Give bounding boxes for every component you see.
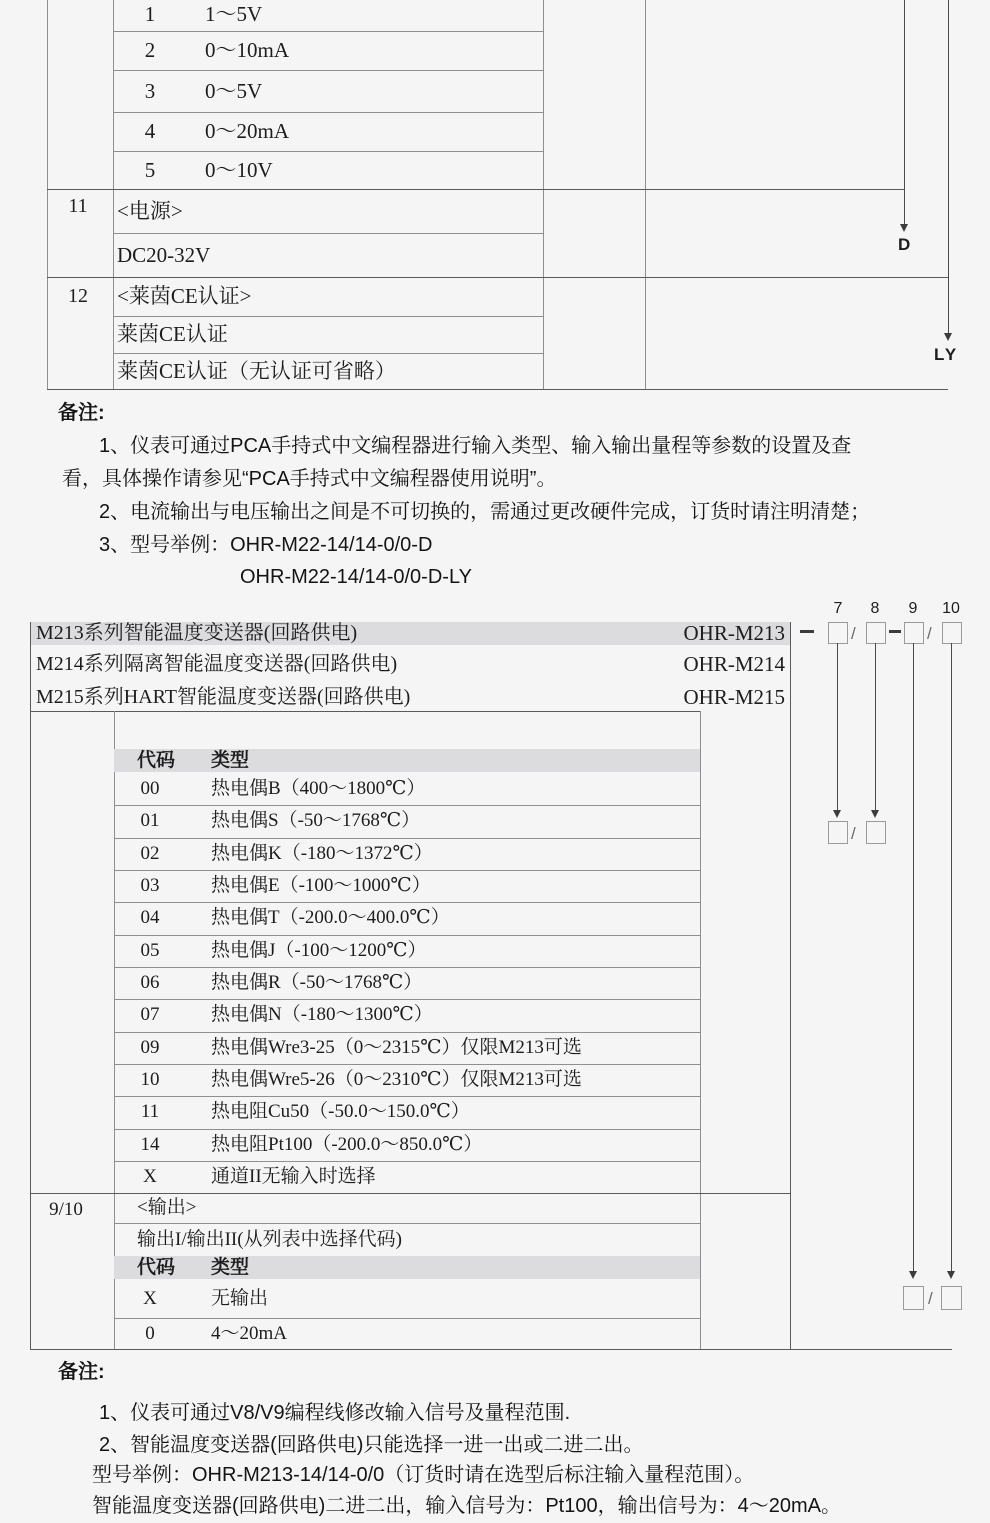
input-type: 热电偶S（-50～1768℃） bbox=[211, 810, 421, 831]
input-code: 06 bbox=[140, 972, 160, 993]
input-code-box-8 bbox=[866, 821, 886, 844]
block-border bbox=[30, 711, 700, 712]
note-line: 1、仪表可通过V8/V9编程线修改输入信号及量程范围. bbox=[99, 1402, 571, 1424]
row-separator bbox=[113, 112, 543, 113]
arrow-down-icon bbox=[909, 1271, 917, 1279]
input-code: 03 bbox=[140, 875, 160, 896]
input-code: 07 bbox=[140, 1004, 160, 1025]
product-code: OHR-M214 bbox=[683, 652, 785, 676]
input-code: 11 bbox=[140, 1101, 160, 1122]
input-code: 09 bbox=[140, 1037, 160, 1058]
option-code: 3 bbox=[144, 79, 156, 103]
column-header-bar bbox=[114, 749, 700, 772]
input-type: 热电偶Wre5-26（0～2310℃）仅限M213可选 bbox=[211, 1069, 582, 1090]
input-code: 04 bbox=[140, 907, 160, 928]
arrow-down-icon bbox=[947, 1271, 955, 1279]
note-line: 看，具体操作请参见“PCA手持式中文编程器使用说明”。 bbox=[62, 468, 557, 490]
option-label: 0～20mA bbox=[205, 119, 289, 143]
output-code-box-10 bbox=[941, 1286, 962, 1310]
column-header-type: 类型 bbox=[211, 750, 250, 771]
row-number: 12 bbox=[68, 285, 88, 307]
arrow-down-icon bbox=[944, 333, 952, 341]
dash-icon bbox=[889, 630, 901, 633]
table-border bbox=[30, 622, 31, 1349]
product-name: M213系列智能温度变送器(回路供电) bbox=[36, 622, 358, 644]
note-line: 2、智能温度变送器(回路供电)只能选择一进一出或二进二出。 bbox=[99, 1434, 644, 1456]
product-code: OHR-M215 bbox=[683, 685, 785, 709]
dash-icon bbox=[800, 630, 814, 633]
product-code: OHR-M213 bbox=[683, 621, 785, 645]
slash-icon: / bbox=[851, 824, 856, 843]
table-border bbox=[645, 0, 646, 390]
slash-icon: / bbox=[851, 624, 856, 643]
option-code: 5 bbox=[144, 158, 156, 182]
leader-line-7 bbox=[837, 643, 838, 811]
column-divider bbox=[700, 711, 701, 1349]
input-code: 14 bbox=[140, 1134, 160, 1155]
option-label: 0～5V bbox=[205, 79, 263, 103]
output-type: 4～20mA bbox=[211, 1323, 288, 1344]
table-border bbox=[47, 0, 48, 390]
code-box-7 bbox=[828, 622, 848, 644]
row-separator bbox=[113, 151, 543, 152]
power-header: <电源> bbox=[117, 199, 183, 223]
leader-line-10 bbox=[951, 643, 952, 1272]
input-code: 05 bbox=[140, 940, 160, 961]
note-line: OHR-M22-14/14-0/0-D-LY bbox=[240, 566, 472, 588]
power-value: DC20-32V bbox=[117, 243, 211, 267]
row-separator bbox=[114, 1318, 700, 1319]
row-separator bbox=[113, 31, 543, 32]
code-label-ly: LY bbox=[934, 345, 959, 364]
input-code: X bbox=[143, 1166, 157, 1187]
note-line: 型号举例：OHR-M213-14/14-0/0（订货时请在选型后标注输入量程范围）。 bbox=[92, 1464, 755, 1486]
note-line: 3、型号举例：OHR-M22-14/14-0/0-D bbox=[99, 534, 433, 556]
input-code: 02 bbox=[140, 843, 160, 864]
column-header-type: 类型 bbox=[211, 1257, 250, 1278]
column-header-code: 代码 bbox=[137, 750, 176, 771]
input-code: 10 bbox=[140, 1069, 160, 1090]
arrow-down-icon bbox=[900, 224, 908, 232]
leader-line-d bbox=[904, 0, 905, 225]
code-label-d: D bbox=[898, 235, 911, 254]
product-name: M215系列HART智能温度变送器(回路供电) bbox=[36, 686, 411, 708]
input-type: 热电偶T（-200.0～400.0℃） bbox=[211, 907, 450, 928]
table-border bbox=[790, 622, 791, 1349]
output-type: 无输出 bbox=[211, 1288, 269, 1309]
notes-title: 备注: bbox=[58, 402, 105, 424]
note-line: 智能温度变送器(回路供电)二进二出，输入信号为：Pt100，输出信号为：4～20mA。 bbox=[92, 1495, 841, 1517]
option-code: 2 bbox=[144, 38, 156, 62]
option-label: 0～10mA bbox=[205, 38, 289, 62]
output-code-box-9 bbox=[903, 1286, 924, 1310]
ce-option-2: 莱茵CE认证（无认证可省略） bbox=[117, 359, 396, 383]
table-bottom-border bbox=[47, 389, 948, 390]
input-type: 热电偶Wre3-25（0～2315℃）仅限M213可选 bbox=[211, 1037, 582, 1058]
leader-line-8 bbox=[875, 643, 876, 811]
arrow-down-icon bbox=[871, 810, 879, 818]
input-code: 01 bbox=[140, 810, 160, 831]
input-type: 通道II无输入时选择 bbox=[211, 1166, 376, 1187]
input-type: 热电偶E（-100～1000℃） bbox=[211, 875, 431, 896]
slash-icon: / bbox=[927, 624, 932, 643]
input-type: 热电偶K（-180～1372℃） bbox=[211, 843, 433, 864]
code-box-8 bbox=[866, 622, 886, 644]
code-box-9 bbox=[904, 622, 924, 644]
input-type: 热电偶N（-180～1300℃） bbox=[211, 1004, 433, 1025]
table-bottom-border bbox=[30, 1349, 952, 1350]
notes-title: 备注: bbox=[58, 1361, 105, 1383]
input-type: 热电阻Pt100（-200.0～850.0℃） bbox=[211, 1134, 483, 1155]
output-header: <输出> bbox=[137, 1197, 197, 1218]
column-header-bar bbox=[114, 1256, 700, 1279]
leader-line-9 bbox=[913, 643, 914, 1272]
column-divider bbox=[114, 711, 115, 1349]
table-border bbox=[543, 0, 544, 390]
input-code: 00 bbox=[140, 778, 160, 799]
output-code: X bbox=[143, 1288, 157, 1309]
digit-label-9: 9 bbox=[908, 600, 918, 617]
option-code: 4 bbox=[144, 119, 156, 143]
output-subheader: 输出I/输出II(从列表中选择代码) bbox=[137, 1229, 402, 1250]
arrow-down-icon bbox=[833, 810, 841, 818]
digit-label-8: 8 bbox=[870, 600, 880, 617]
input-code-box-7 bbox=[828, 821, 848, 844]
input-type: 热电偶B（400～1800℃） bbox=[211, 778, 426, 799]
column-header-code: 代码 bbox=[137, 1257, 176, 1278]
product-name: M214系列隔离智能温度变送器(回路供电) bbox=[36, 653, 398, 675]
option-label: 1～5V bbox=[205, 2, 263, 26]
ce-header: <莱茵CE认证> bbox=[117, 284, 252, 308]
input-type: 热电偶R（-50～1768℃） bbox=[211, 972, 423, 993]
row-number: 11 bbox=[68, 195, 88, 217]
note-line: 1、仪表可通过PCA手持式中文编程器进行输入类型、输入输出量程等参数的设置及查 bbox=[99, 435, 852, 457]
note-line: 2、电流输出与电压输出之间是不可切换的，需通过更改硬件完成，订货时请注明清楚； bbox=[99, 501, 871, 523]
input-type: 热电阻Cu50（-50.0～150.0℃） bbox=[211, 1101, 470, 1122]
leader-line-ly bbox=[948, 0, 949, 334]
row-separator bbox=[113, 70, 543, 71]
ce-option-1: 莱茵CE认证 bbox=[117, 322, 228, 346]
digit-label-10: 10 bbox=[942, 600, 960, 617]
table-border bbox=[113, 0, 114, 390]
option-code: 1 bbox=[144, 2, 156, 26]
slash-icon: / bbox=[928, 1289, 933, 1308]
option-label: 0～10V bbox=[205, 158, 273, 182]
output-code: 0 bbox=[145, 1323, 155, 1344]
digit-label-7: 7 bbox=[833, 600, 843, 617]
row-number: 9/10 bbox=[49, 1199, 83, 1220]
row-separator bbox=[114, 1161, 700, 1162]
input-type: 热电偶J（-100～1200℃） bbox=[211, 940, 427, 961]
code-box-10 bbox=[942, 622, 962, 644]
